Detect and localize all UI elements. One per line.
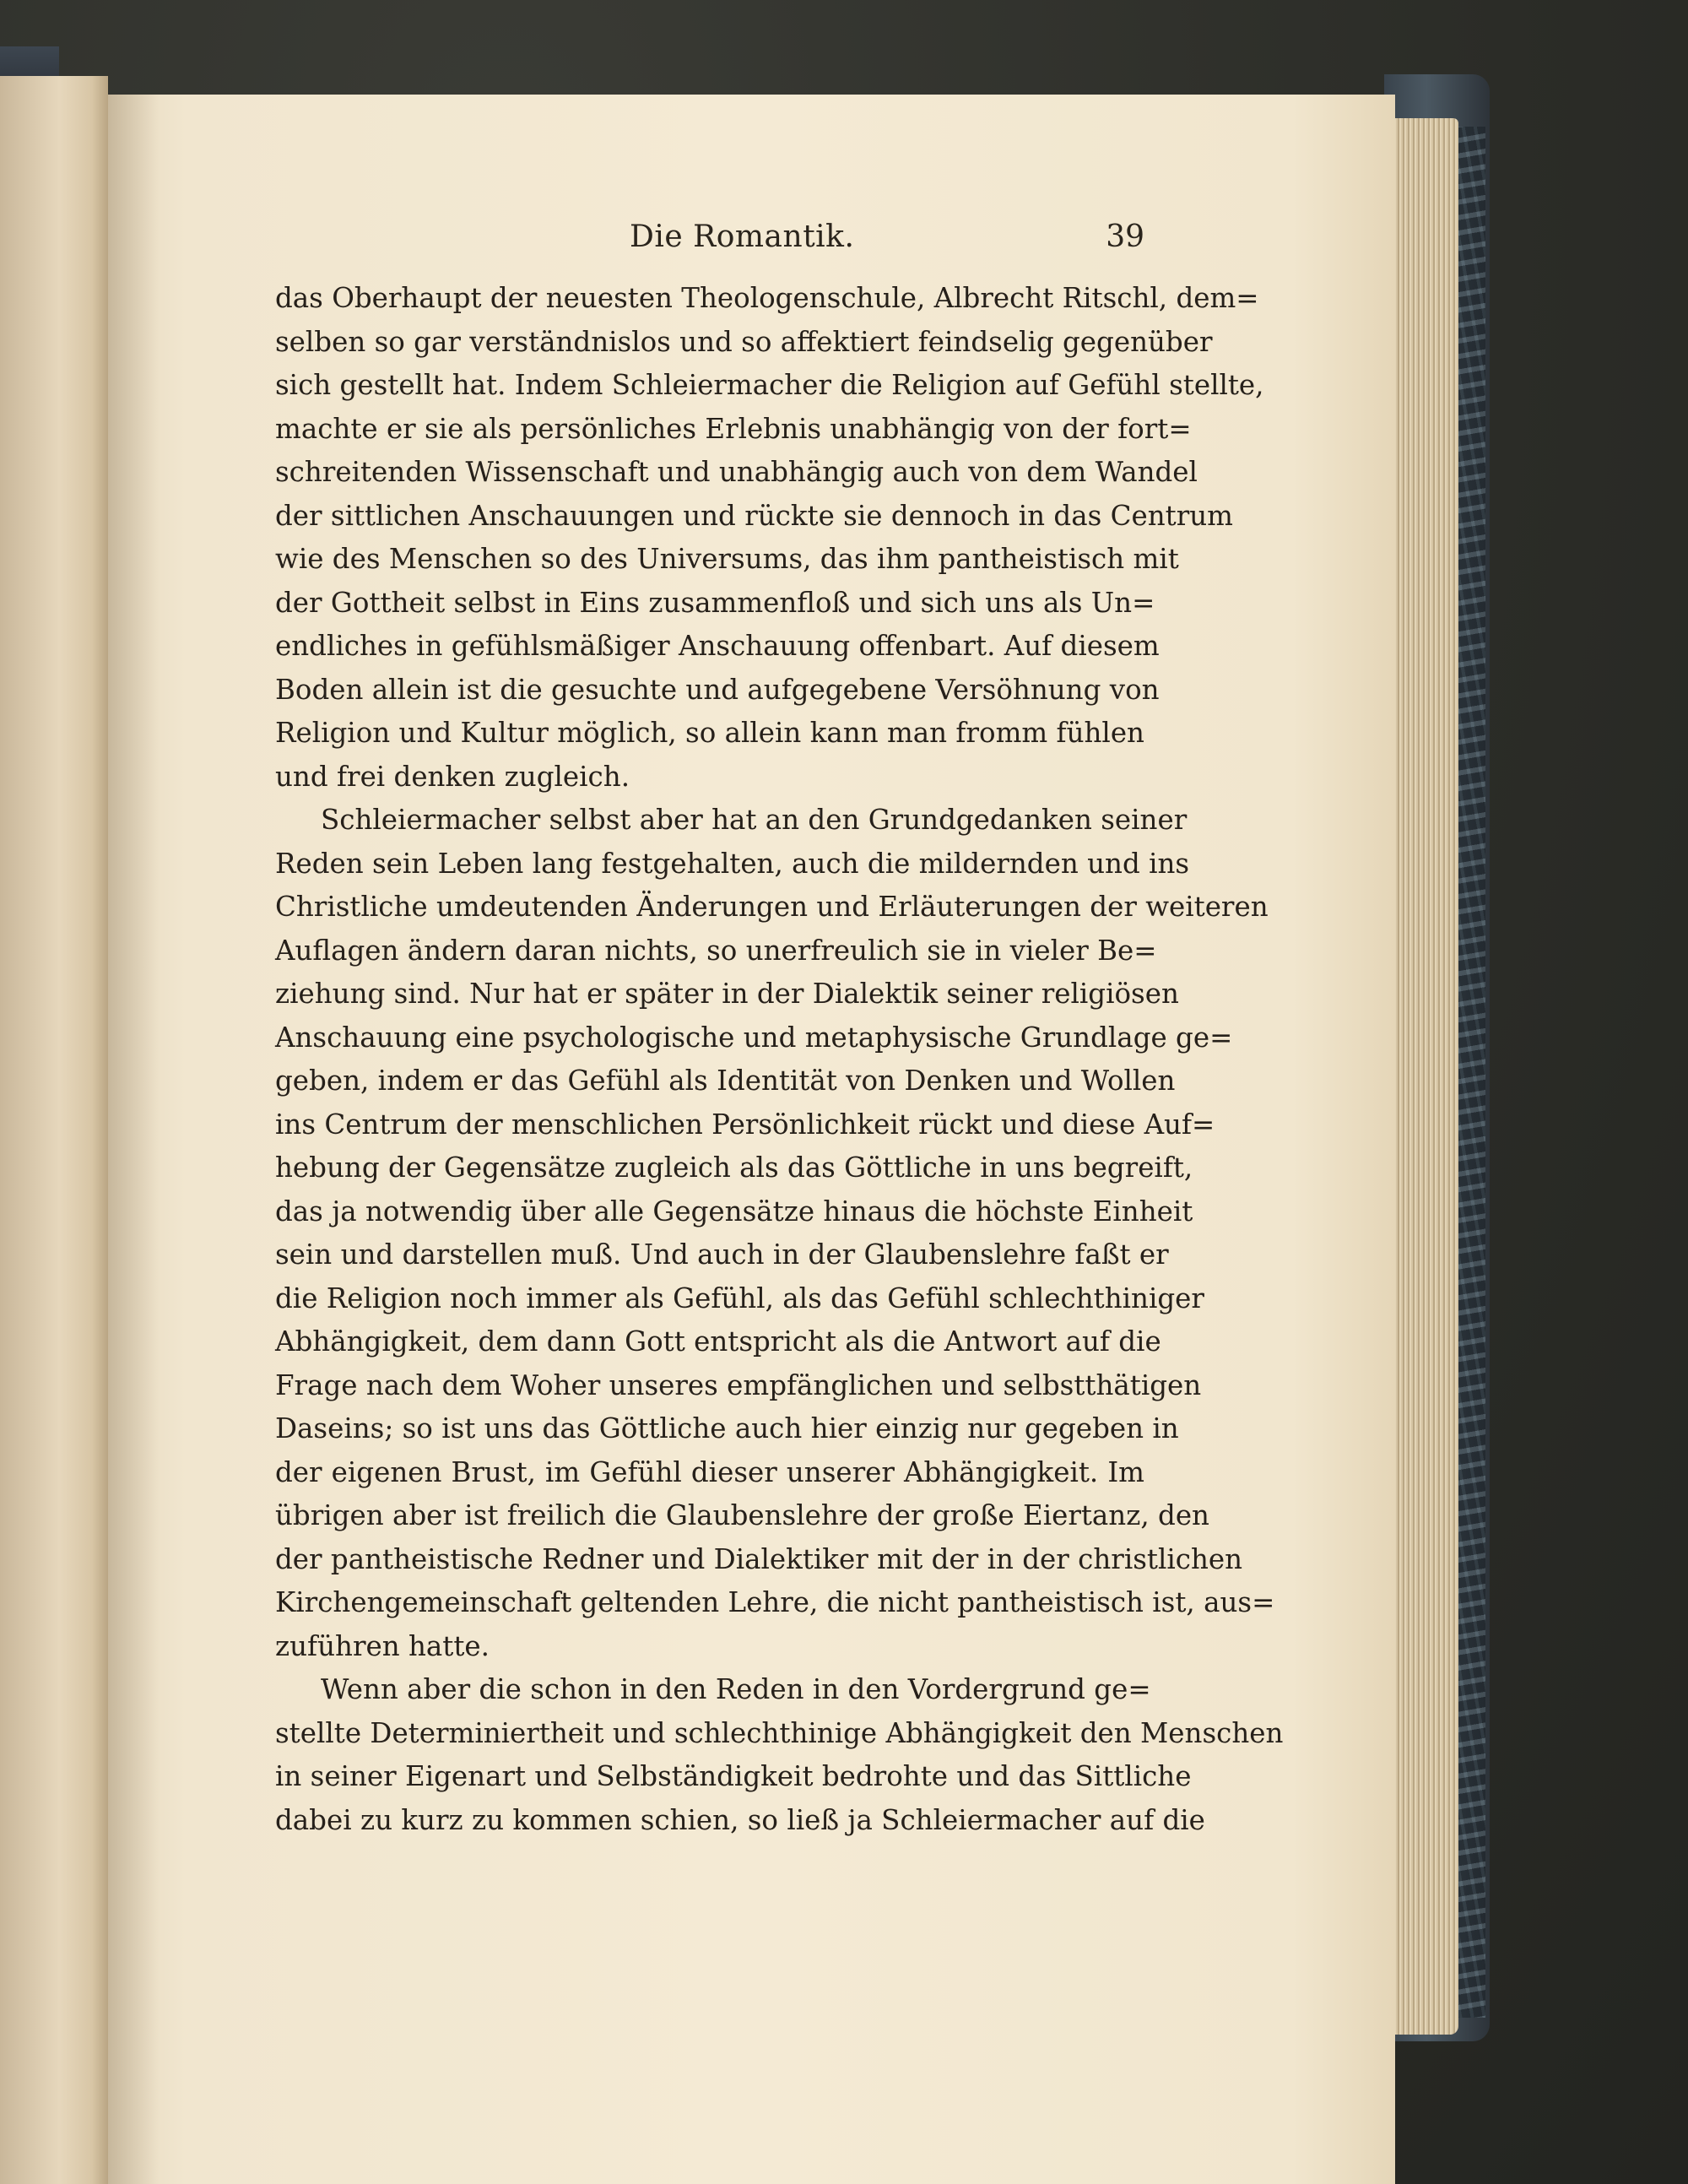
text-line: Christliche umdeutenden Änderungen und Erläuterungen der weiteren (275, 891, 1269, 923)
text-line: machte er sie als persönliches Erlebnis unabhängig von der fort= (275, 412, 1192, 445)
text-line: stellte Determiniertheit und schlechthinige Abhängigkeit den Menschen (275, 1716, 1284, 1749)
text-line: der Gottheit selbst in Eins zusammenfloß und sich uns als Un= (275, 586, 1155, 619)
text-line: und frei denken zugleich. (275, 760, 630, 793)
text-line: Schleiermacher selbst aber hat an den Grundgedanken seiner (321, 804, 1188, 836)
text-line: Reden sein Leben lang festgehalten, auch die mildernden und ins (275, 847, 1190, 880)
text-line: der pantheistische Redner und Dialektiker mit der in der christlichen (275, 1542, 1243, 1575)
text-line: hebung der Gegensätze zugleich als das Göttliche in uns begreift, (275, 1152, 1193, 1184)
text-line: wie des Menschen so des Universums, das ihm pantheistisch mit (275, 543, 1179, 575)
text-line: zuführen hatte. (275, 1629, 490, 1662)
text-line: Frage nach dem Woher unseres empfänglichen und selbstthätigen (275, 1368, 1202, 1401)
text-line: Anschauung eine psychologische und metaphysische Grundlage ge= (275, 1021, 1233, 1054)
text-line: Daseins; so ist uns das Göttliche auch hier einzig nur gegeben in (275, 1412, 1179, 1444)
page-number: 39 (1106, 219, 1144, 254)
text-line: ins Centrum der menschlichen Persönlichkeit rückt und diese Auf= (275, 1108, 1215, 1141)
gutter-shadow (108, 95, 159, 2184)
body-text (275, 277, 1284, 1842)
text-line: Boden allein ist die gesuchte und aufgegebene Versöhnung von (275, 673, 1160, 706)
text-line: die Religion noch immer als Gefühl, als das Gefühl schlechthiniger (275, 1282, 1204, 1314)
text-line: Kirchengemeinschaft geltenden Lehre, die nicht pantheistisch ist, aus= (275, 1586, 1275, 1618)
left-page-edge (0, 76, 108, 2184)
text-line: endliches in gefühlsmäßiger Anschauung offenbart. Auf diesem (275, 630, 1160, 662)
text-line: übrigen aber ist freilich die Glaubenslehre der große Eiertanz, den (275, 1499, 1209, 1531)
text-line: der eigenen Brust, im Gefühl dieser unserer Abhängigkeit. Im (275, 1455, 1144, 1488)
text-line: selben so gar verständnislos und so affektiert feindselig gegenüber (275, 325, 1213, 358)
text-line: sich gestellt hat. Indem Schleiermacher die Religion auf Gefühl stellte, (275, 369, 1264, 401)
page-block-edges (1391, 118, 1458, 2035)
text-line: das Oberhaupt der neuesten Theologenschule, Albrecht Ritschl, dem= (275, 282, 1259, 314)
text-line: ziehung sind. Nur hat er später in der Dialektik seiner religiösen (275, 978, 1179, 1010)
text-line: das ja notwendig über alle Gegensätze hinaus die höchste Einheit (275, 1195, 1193, 1227)
text-line: der sittlichen Anschauungen und rückte sie dennoch in das Centrum (275, 499, 1233, 532)
text-line: Abhängigkeit, dem dann Gott entspricht als die Antwort auf die (275, 1325, 1161, 1358)
text-line: dabei zu kurz zu kommen schien, so ließ ja Schleiermacher auf die (275, 1803, 1205, 1836)
page-header (275, 219, 1144, 262)
text-line: Auflagen ändern daran nichts, so unerfreulich sie in vieler Be= (275, 934, 1157, 967)
text-line: Religion und Kultur möglich, so allein kann man fromm fühlen (275, 717, 1144, 749)
text-line: in seiner Eigenart und Selbständigkeit bedrohte und das Sittliche (275, 1760, 1192, 1792)
running-title: Die Romantik. (630, 219, 855, 254)
text-line: geben, indem er das Gefühl als Identität von Denken und Wollen (275, 1065, 1176, 1097)
text-line: Wenn aber die schon in den Reden in den Vordergrund ge= (321, 1673, 1151, 1705)
text-line: sein und darstellen muß. Und auch in der Glaubenslehre faßt er (275, 1238, 1169, 1271)
text-line: schreitenden Wissenschaft und unabhängig auch von dem Wandel (275, 456, 1198, 488)
